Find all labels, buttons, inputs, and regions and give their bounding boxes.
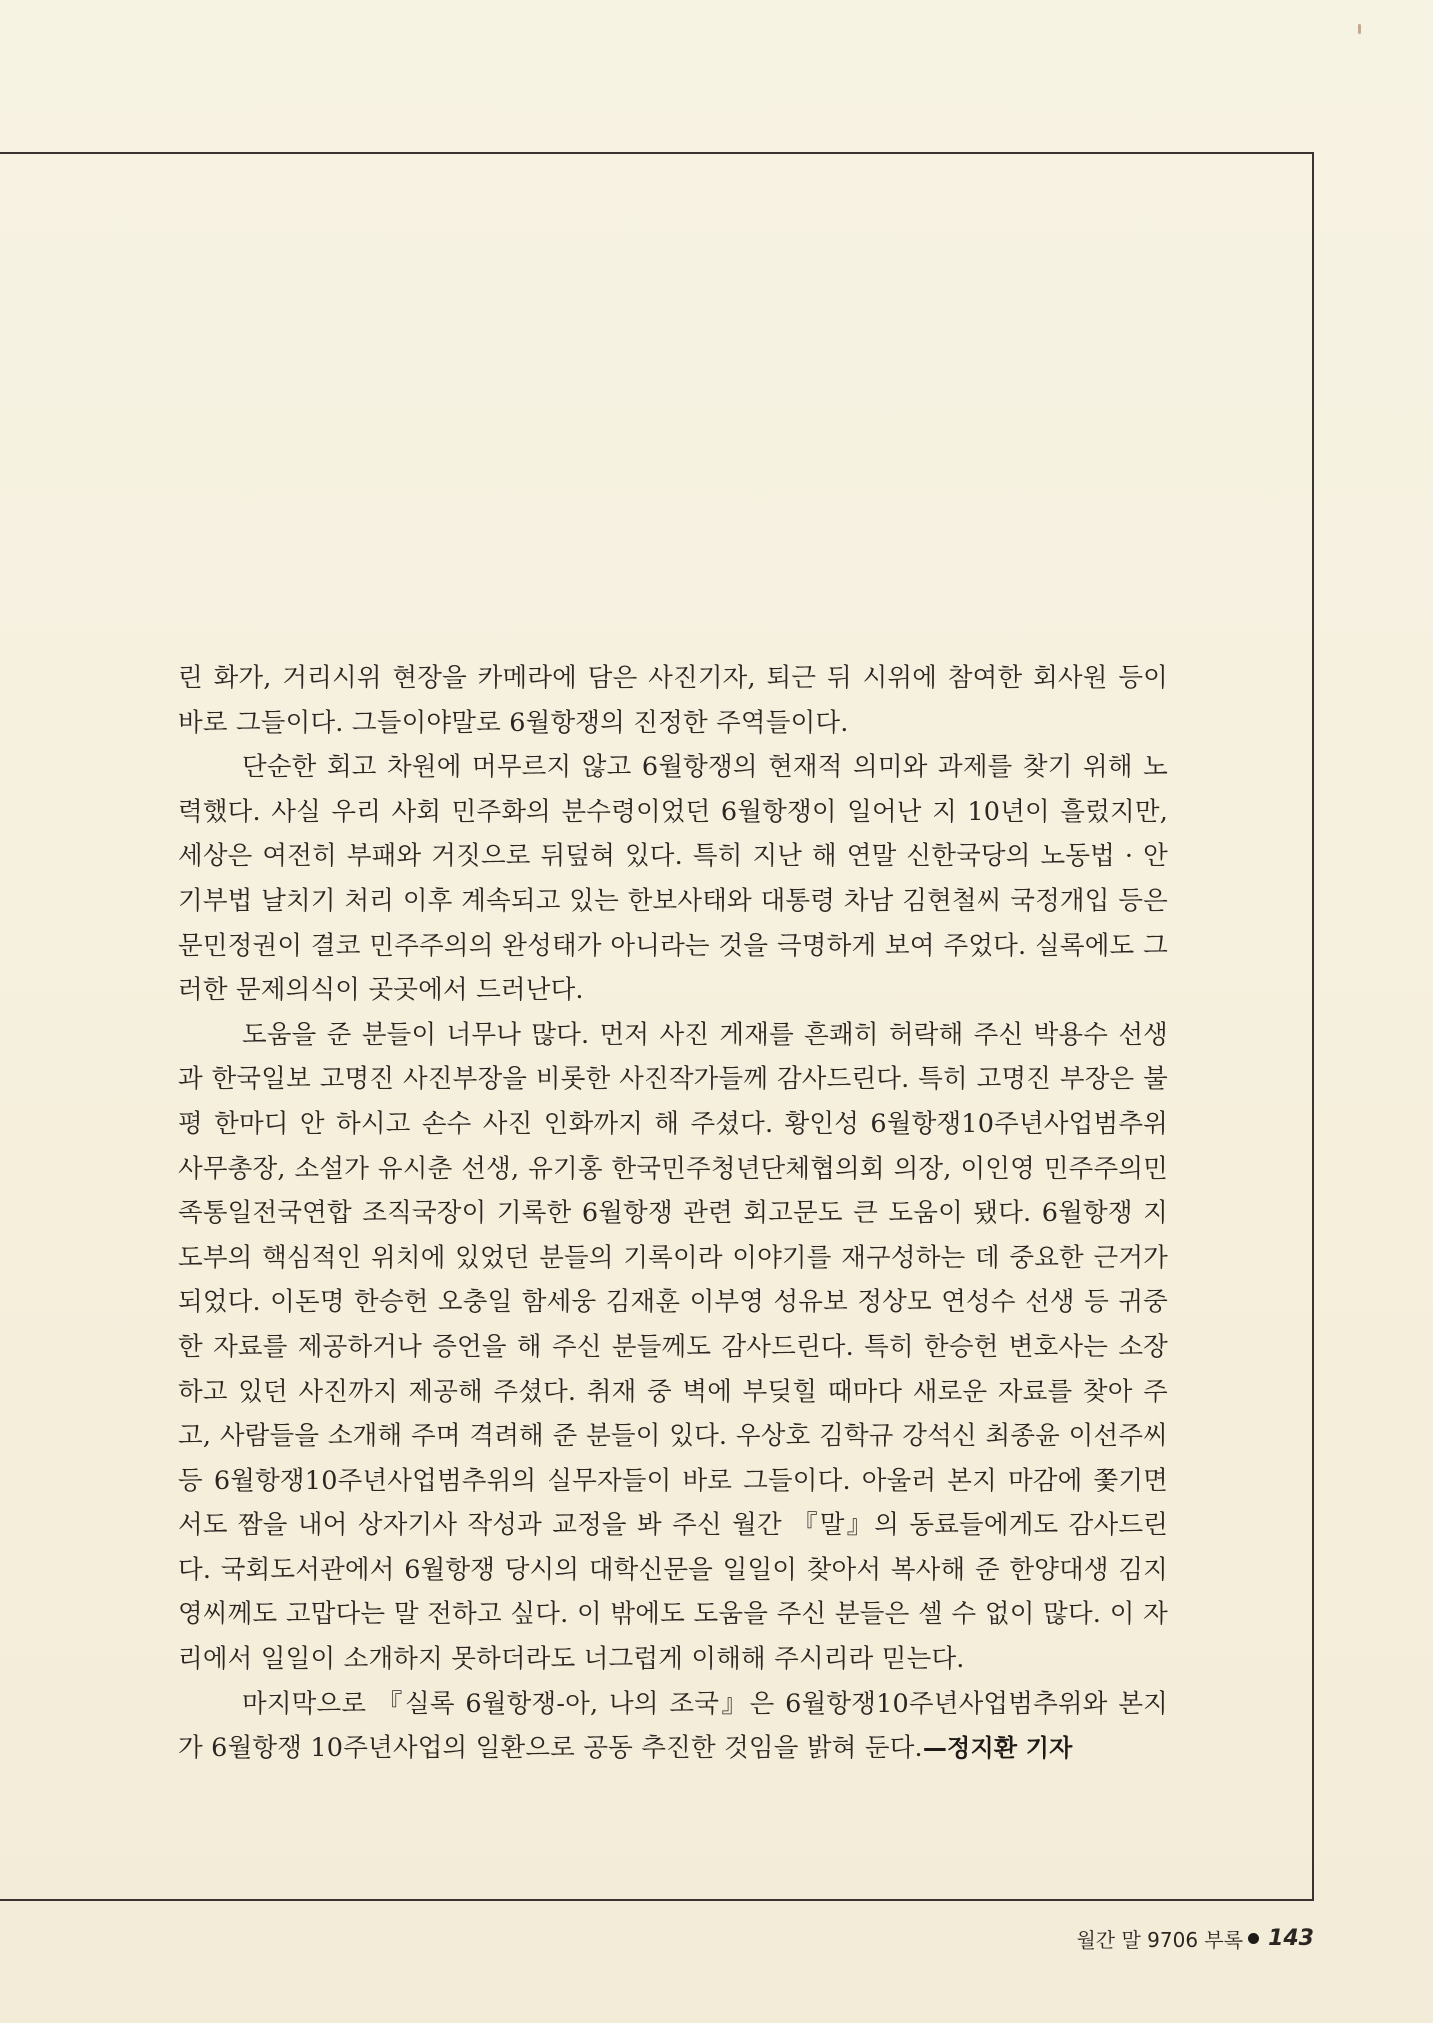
publication-label: 월간 말 9706 부록 — [1076, 1928, 1244, 1952]
paragraph-2: 단순한 회고 차원에 머무르지 않고 6월항쟁의 현재적 의미와 과제를 찾기 위해 노력했다. 사실 우리 사회 민주화의 분수령이었던 6월항쟁이 일어난 지 10년이 흘렀지만, 세상은 여전히 부패와 거짓으로 뒤덮혀 있다. 특히 지난 해 연말 신한국당의 노동법 · 안기부법 날치기 처리 이후 계속되고 있는 한보사태와 대통령 차남 김현철씨 국정개입 등은 문민정권이 결코 민주주의의 완성태가 아니라는 것을 극명하게 보여 주었다. 실록에도 그러한 문제의식이 곳곳에서 드러난다. — [178, 752, 1168, 1006]
byline: —정지환 기자 — [922, 1734, 1073, 1763]
page-footer — [1076, 1924, 1314, 1953]
paragraph-4 — [178, 1682, 1168, 1771]
bullet-icon — [1248, 1933, 1259, 1944]
page-number: 143 — [1268, 1926, 1314, 1951]
paragraph-1: 린 화가, 거리시위 현장을 카메라에 담은 사진기자, 퇴근 뒤 시위에 참여한 회사원 등이 바로 그들이다. 그들이야말로 6월항쟁의 진정한 주역들이다. — [178, 663, 1168, 738]
paragraph-3: 도움을 준 분들이 너무나 많다. 먼저 사진 게재를 흔쾌히 허락해 주신 박용수 선생과 한국일보 고명진 사진부장을 비롯한 사진작가들께 감사드린다. 특히 고명진 부장은 불평 한마디 안 하시고 손수 사진 인화까지 해 주셨다. 황인성 6월항쟁10주년사업범추위 사무총장, 소설가 유시춘 선생, 유기홍 한국민주청년단체협의회 의장, 이인영 민주주의민족통일전국연합 조직국장이 기록한 6월항쟁 관련 회고문도 큰 도움이 됐다. 6월항쟁 지도부의 핵심적인 위치에 있었던 분들의 기록이라 이야기를 재구성하는 데 중요한 근거가 되었다. 이돈명 한승헌 오충일 함세웅 김재훈 이부영 성유보 정상모 연성수 선생 등 귀중한 자료를 제공하거나 증언을 해 주신 분들께도 감사드린다. 특히 한승헌 변호사는 소장하고 있던 사진까지 제공해 주셨다. 취재 중 벽에 부딪힐 때마다 새로운 자료를 찾아 주고, 사람들을 소개해 주며 격려해 준 분들이 있다. 우상호 김학규 강석신 최종윤 이선주씨 등 6월항쟁10주년사업범추위의 실무자들이 바로 그들이다. 아울러 본지 마감에 쫓기면서도 짬을 내어 상자기사 작성과 교정을 봐 주신 월간 『말』의 동료들에게도 감사드린다. 국회도서관에서 6월항쟁 당시의 대학신문을 일일이 찾아서 복사해 준 한양대생 김지영씨께도 고맙다는 말 전하고 싶다. 이 밖에도 도움을 주신 분들은 셀 수 없이 많다. 이 자리에서 일일이 소개하지 못하더라도 너그럽게 이해해 주시리라 믿는다. — [178, 1019, 1168, 1675]
article-body — [178, 656, 1168, 1771]
paragraph-4-text: 마지막으로 『실록 6월항쟁-아, 나의 조국』은 6월항쟁10주년사업범추위와 본지가 6월항쟁 10주년사업의 일환으로 공동 추진한 것임을 밝혀 둔다. — [178, 1688, 1168, 1764]
paper-edge-mark — [1358, 24, 1361, 34]
